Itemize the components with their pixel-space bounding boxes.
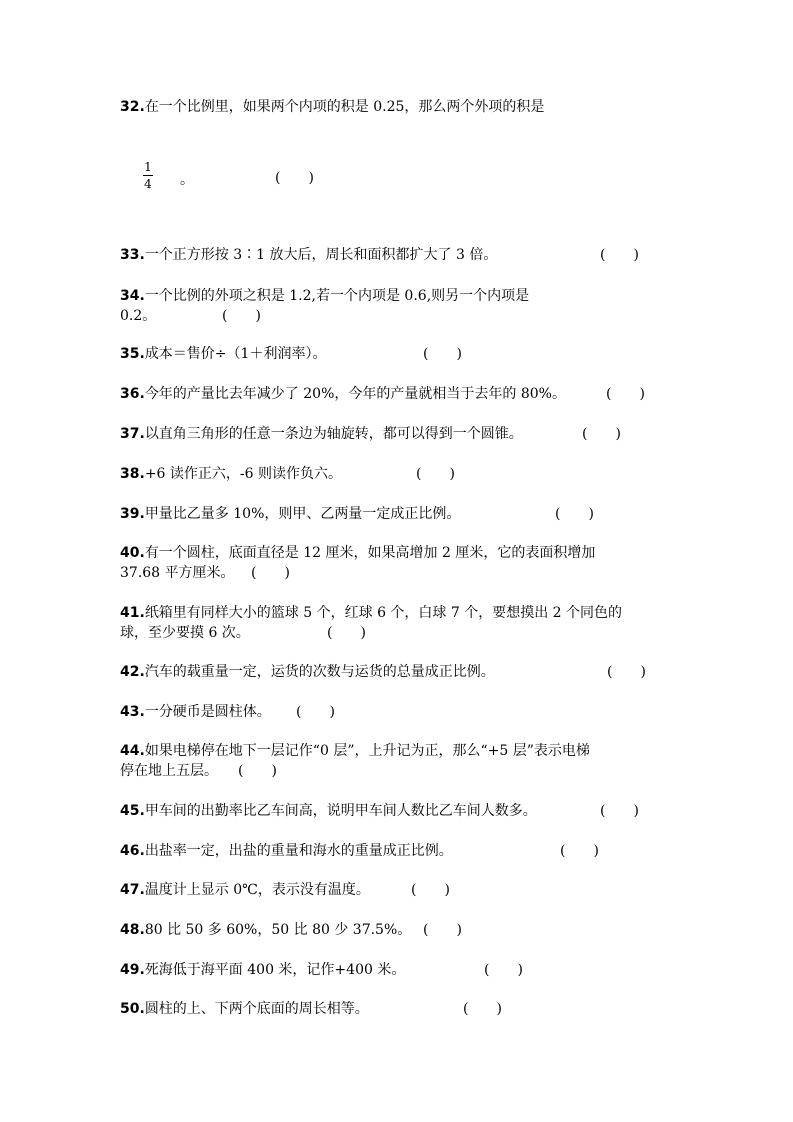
answer-blank-33[interactable]: ( ) [600,247,639,263]
question-number: 49. [120,962,145,978]
answer-blank-43[interactable]: ( ) [296,704,335,720]
answer-blank-36[interactable]: ( ) [606,386,645,402]
answer-blank-32[interactable]: ( ) [275,170,314,186]
question-42 [120,662,680,682]
question-49 [120,960,680,980]
answer-blank-38[interactable]: ( ) [416,466,455,482]
question-text: 出盐率一定，出盐的重量和海水的重量成正比例。 [144,843,453,859]
question-number: 47. [120,882,145,898]
question-number: 44. [120,743,145,759]
question-text: 以直角三角形的任意一条边为轴旋转，都可以得到一个圆锥。 [144,426,523,442]
question-text-line2: 37.68 平方厘米。 [120,565,235,581]
question-text: 圆柱的上、下两个底面的周长相等。 [144,1001,369,1017]
question-text: 有一个圆柱，底面直径是 12 厘米，如果高增加 2 厘米，它的表面积增加 [144,545,596,561]
answer-blank-40[interactable]: ( ) [251,565,290,581]
answer-blank-37[interactable]: ( ) [582,426,621,442]
question-text: 一个比例的外项之积是 1.2,若一个内项是 0.6,则另一个内项是 [144,288,530,304]
fraction-one-quarter [143,160,153,191]
question-number: 33. [120,247,145,263]
question-50 [120,999,680,1019]
question-46 [120,841,680,861]
question-38 [120,464,680,484]
question-text: 成本＝售价÷（1＋利润率）。 [144,346,327,362]
question-number: 34. [120,288,145,304]
answer-blank-42[interactable]: ( ) [607,664,646,680]
question-number: 32. [120,99,145,115]
question-text: 一个正方形按 3∶1 放大后，周长和面积都扩大了 3 倍。 [144,247,498,263]
fraction-period: 。 [180,172,194,188]
question-number: 50. [120,1001,145,1017]
answer-blank-34[interactable]: ( ) [222,308,261,324]
question-number: 45. [120,803,145,819]
question-text: 甲车间的出勤率比乙车间高，说明甲车间人数比乙车间人数多。 [144,803,537,819]
question-number: 35. [120,346,145,362]
question-text-line2: 0.2。 [120,308,157,324]
answer-blank-47[interactable]: ( ) [411,882,450,898]
question-45 [120,801,680,821]
question-40 [120,543,680,583]
question-text: 今年的产量比去年减少了 20%，今年的产量就相当于去年的 80%。 [144,386,566,402]
question-text-line2: 停在地上五层。 [120,763,218,779]
question-number: 38. [120,466,145,482]
question-text: 汽车的载重量一定，运货的次数与运货的总量成正比例。 [144,664,495,680]
question-34 [120,286,680,326]
question-37 [120,424,680,444]
fraction-denominator: 4 [144,177,152,191]
question-33 [120,245,680,265]
question-text-line2: 球，至少要摸 6 次。 [120,625,250,641]
answer-blank-35[interactable]: ( ) [423,346,462,362]
question-48 [120,920,680,940]
answer-blank-49[interactable]: ( ) [484,962,523,978]
question-text: 在一个比例里，如果两个内项的积是 0.25，那么两个外项的积是 [144,99,545,115]
question-number: 48. [120,922,145,938]
fraction-bar [143,175,153,176]
answer-blank-45[interactable]: ( ) [600,803,639,819]
fraction-numerator: 1 [144,160,152,174]
question-text: 甲量比乙量多 10%，则甲、乙两量一定成正比例。 [144,506,461,522]
question-47 [120,880,680,900]
question-44 [120,741,680,781]
answer-blank-46[interactable]: ( ) [560,843,599,859]
question-32 [120,97,680,117]
answer-blank-48[interactable]: ( ) [423,922,462,938]
answer-blank-44[interactable]: ( ) [238,763,277,779]
question-text: 如果电梯停在地下一层记作“0 层”，上升记为正，那么“+5 层”表示电梯 [144,743,590,759]
question-number: 42. [120,664,145,680]
question-39 [120,504,680,524]
question-text: 纸箱里有同样大小的篮球 5 个，红球 6 个，白球 7 个，要想摸出 2 个同色的 [144,605,623,621]
answer-blank-50[interactable]: ( ) [463,1001,502,1017]
question-text: 80 比 50 多 60%，50 比 80 少 37.5%。 [144,922,412,938]
question-number: 40. [120,545,145,561]
question-36 [120,384,680,404]
answer-blank-39[interactable]: ( ) [555,506,594,522]
question-35 [120,344,680,364]
question-text: 温度计上显示 0℃，表示没有温度。 [144,882,370,898]
question-43 [120,702,680,722]
question-number: 46. [120,843,145,859]
question-41 [120,603,680,643]
question-number: 39. [120,506,145,522]
question-text: 死海低于海平面 400 米，记作+400 米。 [144,962,406,978]
question-text: +6 读作正六，-6 则读作负六。 [144,466,342,482]
question-number: 41. [120,605,145,621]
question-number: 37. [120,426,145,442]
question-text: 一分硬币是圆柱体。 [144,704,271,720]
question-number: 36. [120,386,145,402]
question-number: 43. [120,704,145,720]
answer-blank-41[interactable]: ( ) [327,625,366,641]
